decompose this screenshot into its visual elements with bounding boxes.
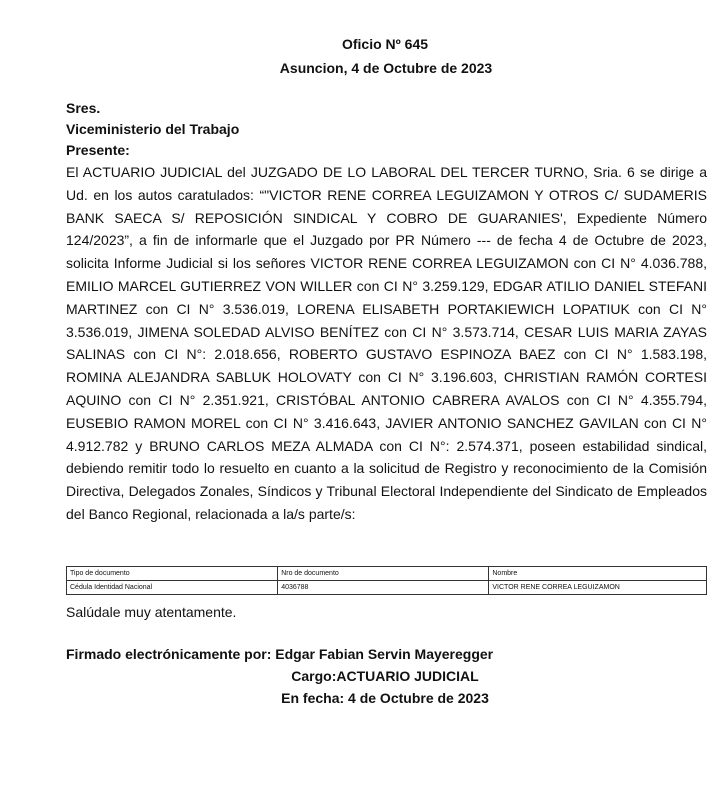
- oficio-number: Oficio Nº 645: [341, 36, 429, 52]
- cell-doc-type: Cédula Identidad Nacional: [67, 581, 278, 595]
- signature-signer: Firmado electrónicamente por: Edgar Fabian Servin Mayeregger: [66, 646, 494, 662]
- col-header-name: Nombre: [489, 567, 707, 581]
- party-table: [66, 566, 707, 595]
- addressee-presente: Presente:: [66, 142, 130, 158]
- table-header-row: [67, 567, 707, 581]
- signature-role: Cargo:ACTUARIO JUDICIAL: [291, 668, 479, 684]
- body-paragraph: El ACTUARIO JUDICIAL del JUZGADO DE LO LABORAL DEL TERCER TURNO, Sria. 6 se dirige a Ud. en los autos caratulados: “"VICTOR RENE CORREA LEGUIZAMON Y OTROS C/ SUDAMERIS BANK SAECA S/ REPOSICIÓN SINDICAL Y COBRO DE GUARANIES', Expediente Número 124/2023”, a fin de informarle que el Juzgado por PR Número --- de fecha 4 de Octubre de 2023, solicita Informe Judicial si los señores VICTOR RENE CORREA LEGUIZAMON con CI N° 4.036.788, EMILIO MARCEL GUTIERREZ VON WILLER con CI N° 3.259.129, EDGAR ATILIO DANIEL STEFANI MARTINEZ con CI N° 3.536.019, LORENA ELISABETH PORTAKIEWICH LOPATIUK con CI N° 3.536.019, JIMENA SOLEDAD ALVISO BENÍTEZ con CI N° 3.573.714, CESAR LUIS MARIA ZAYAS SALINAS con CI N°: 2.018.656, ROBERTO GUSTAVO ESPINOZA BAEZ con CI N° 1.583.198, ROMINA ALEJANDRA SABLUK HOLOVATY con CI N° 3.196.603, CHRISTIAN RAMÓN CORTESI AQUINO con CI N° 2.351.921, CRISTÓBAL ANTONIO CABRERA AVALOS con CI N° 4.355.794, EUSEBIO RAMON MOREL con CI N° 3.416.643, JAVIER ANTONIO SANCHEZ GAVILAN con CI N° 4.912.782 y BRUNO CARLOS MEZA ALMADA con CI N°: 2.574.371, poseen estabilidad sindical, debiendo remitir todo lo resuelto en cuanto a la solicitud de Registro y reconocimiento de la Comisión Directiva, Delegados Zonales, Síndicos y Tribunal Electoral Independiente del Sindicato de Empleados del Banco Regional, relacionada a la/s parte/s:: [66, 164, 707, 522]
- cell-name: VICTOR RENE CORREA LEGUIZAMON: [489, 581, 707, 595]
- col-header-doc-number: Nro de documento: [278, 567, 489, 581]
- addressee-name: Viceministerio del Trabajo: [66, 121, 240, 137]
- place-date: Asuncion, 4 de Octubre de 2023: [279, 60, 493, 76]
- addressee-block: [66, 98, 239, 161]
- col-header-doc-type: Tipo de documento: [67, 567, 278, 581]
- closing-text: Salúdale muy atentamente.: [66, 604, 237, 620]
- table-row: [67, 581, 707, 595]
- signature-date: En fecha: 4 de Octubre de 2023: [281, 690, 489, 706]
- addressee-salutation: Sres.: [66, 100, 101, 116]
- cell-doc-number: 4036788: [278, 581, 489, 595]
